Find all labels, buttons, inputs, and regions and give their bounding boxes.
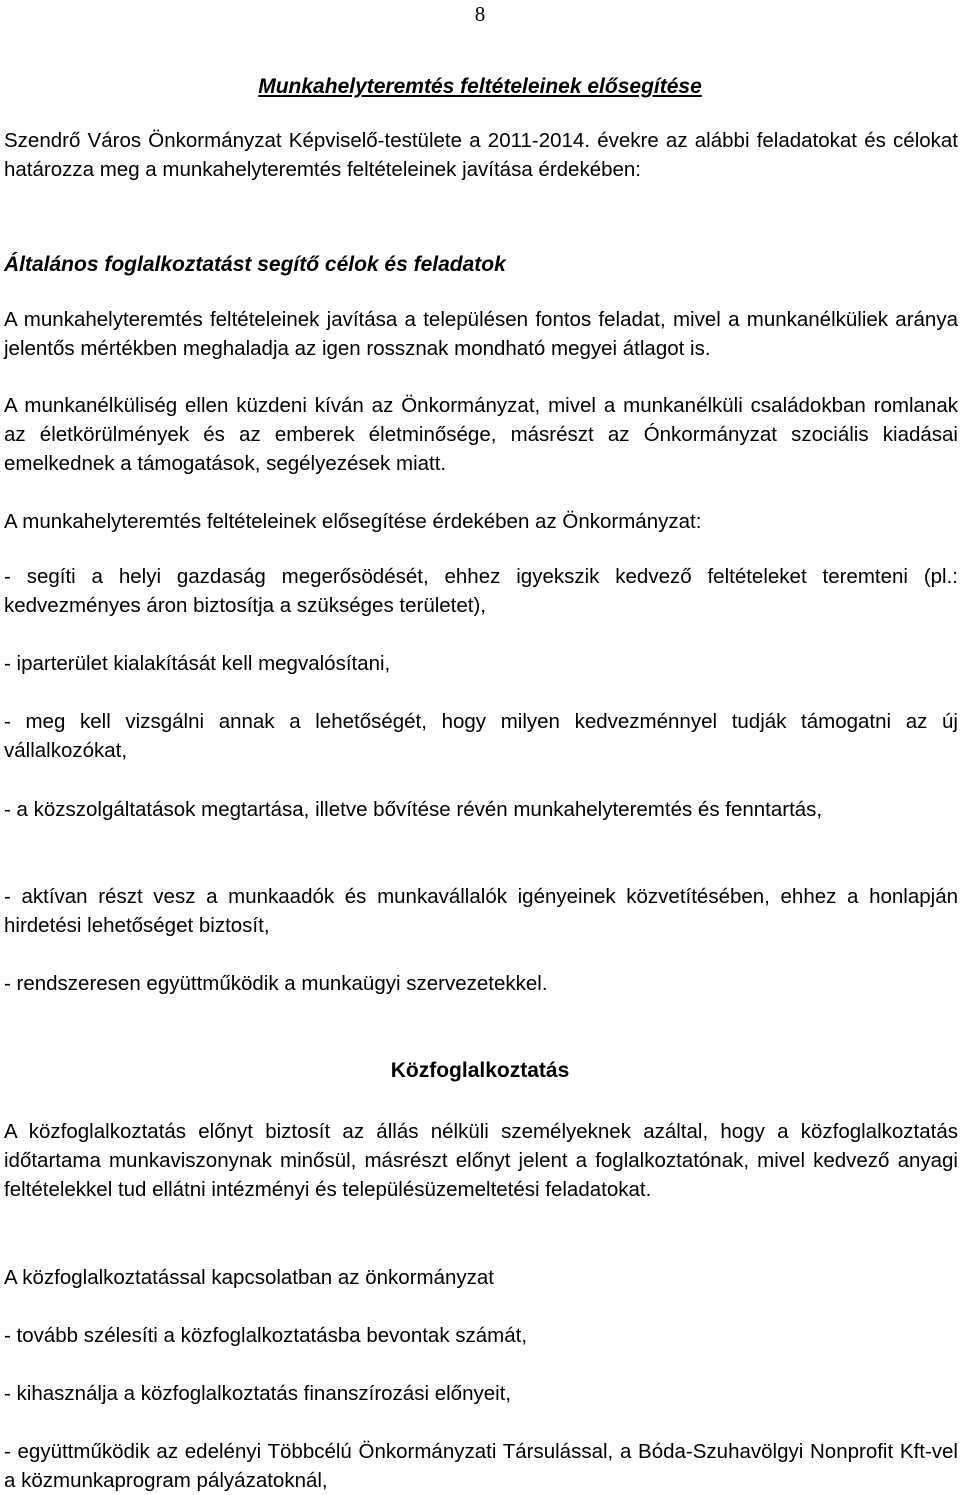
- list-item: - tovább szélesíti a közfoglalkoztatásba bevontak számát,: [4, 1324, 528, 1347]
- list-item: - együttműködik az edelényi Többcélú Önkormányzati Társulással, a Bóda-Szuhavölgyi Nonprofit Kft-vel a közmunkaprogram pályázatoknál,: [4, 1440, 958, 1492]
- paragraph-onkormanyzat-intro: A munkahelyteremtés feltételeinek elősegítése érdekében az Önkormányzat:: [4, 510, 702, 533]
- list-item: - iparterület kialakítását kell megvalósítani,: [4, 652, 391, 675]
- section-title-kozfoglalkoztatas: Közfoglalkoztatás: [390, 1059, 570, 1082]
- list-item: - aktívan részt vesz a munkaadók és munkavállalók igényeinek közvetítésében, ehhez a honlapján hirdetési lehetőséget biztosít,: [4, 885, 958, 937]
- paragraph-munkahelyteremtes: A munkahelyteremtés feltételeinek javítása a településen fontos feladat, mivel a munkanélküliek aránya jelentős mértékben meghaladja az igen rossznak mondható megyei átlagot is.: [4, 308, 958, 360]
- intro-paragraph: Szendrő Város Önkormányzat Képviselő-testülete a 2011-2014. évekre az alábbi feladatokat és célokat határozza meg a munkahelyteremtés feltételeinek javítása érdekében:: [4, 129, 958, 181]
- subheading-altalanos: Általános foglalkoztatást segítő célok és feladatok: [4, 253, 506, 276]
- paragraph-kozfoglalkoztatas: A közfoglalkoztatás előnyt biztosít az állás nélküli személyeknek azáltal, hogy a közfoglalkoztatás időtartama munkaviszonynak minősül, másrészt előnyt jelent a foglalkoztatónak, mivel kedvező anyagi feltételekkel tud ellátni intézményi és településüzemeltetési feladatokat.: [4, 1120, 958, 1201]
- section-title-munkahelyteremtes: Munkahelyteremtés feltételeinek elősegítése: [258, 75, 702, 98]
- list-item: - segíti a helyi gazdaság megerősödését, ehhez igyekszik kedvező feltételeket teremteni (pl.: kedvezményes áron biztosítja a szükséges területet),: [4, 565, 958, 617]
- paragraph-kozfoglalkoztatas-intro: A közfoglalkoztatással kapcsolatban az önkormányzat: [4, 1266, 494, 1289]
- list-item: - a közszolgáltatások megtartása, illetve bővítése révén munkahelyteremtés és fenntartás,: [4, 798, 823, 821]
- page-number: 8: [474, 2, 486, 26]
- list-item: - rendszeresen együttműködik a munkaügyi szervezetekkel.: [4, 972, 548, 995]
- list-item: - meg kell vizsgálni annak a lehetőségét, hogy milyen kedvezménnyel tudják támogatni az új vállalkozókat,: [4, 710, 958, 762]
- paragraph-munkanelkuliseg: A munkanélküliség ellen küzdeni kíván az Önkormányzat, mivel a munkanélküli családokban romlanak az életkörülmények és az emberek életminősége, másrészt az Ónkormányzat szociális kiadásai emelkednek a támogatások, segélyezések miatt.: [4, 394, 958, 475]
- list-item: - kihasználja a közfoglalkoztatás finanszírozási előnyeit,: [4, 1382, 512, 1405]
